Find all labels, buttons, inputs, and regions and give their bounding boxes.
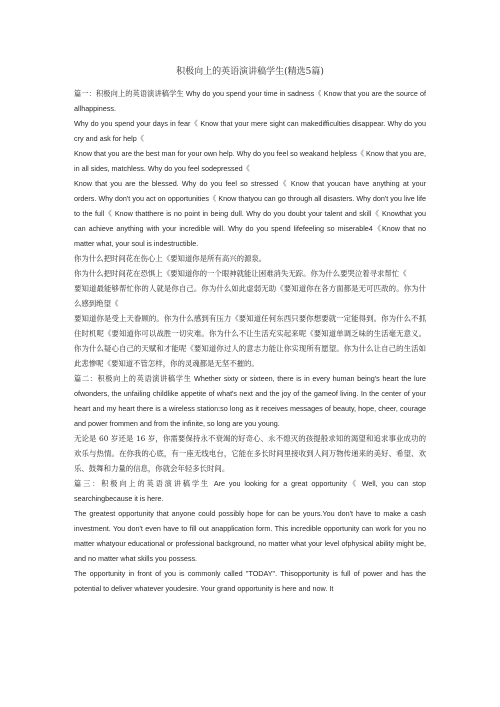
paragraph: 你为什么把时间花在伤心上《要知道你是所有高兴的源泉。 [74, 254, 267, 263]
paragraph: Know that you are the best man for your own help. Why do you feel so weakand helpless《 Know that you are, in all sides, matchless. Why do you feel sodepressed《 [74, 149, 426, 173]
paragraph: Know that you are the blessed. Why do you feel so stressed《 Know that youcan have anything at your orders. Why don't you act on opportunities《 Know thatyou can go through all disasters. Why don't you live life to the full《 Know thatthere is no point in being dull. Why do you doubt your talent and skill《 Knowthat you can achieve anything with your incredible will. Why do you spend lifefeeling so miserable4《Know that no matter what, your soul is indestructible. [74, 179, 426, 248]
paragraph: The greatest opportunity that anyone could possibly hope for can be yours.You don't have to make a cash investment. You don't even have to fill out anapplication form. This incredible opportunity can work for you no matter whatyour educational or professional background, no matter what your level ofphysical ability might be, and no matter what skills you possess. [74, 509, 426, 563]
paragraph: 要知道你是受上天眷顾的。你为什么感到有压力《要知道任何东西只要你想要就一定能得到。你为什么不抓住时机呢《要知道你可以战胜一切灾难。你为什么不让生活充实起来呢《要知道单调乏味的生活毫无意义。你为什么疑心自己的天赋和才能呢《要知道你过人的意志力能让你实现所有愿望。你为什么让自己的生活如此悲惨呢《要知道不管怎样，你的灵魂都是无坚不摧的。 [74, 314, 426, 368]
paragraph: 要知道最能够帮忙你的人就是你自己。你为什么如此虚弱无助《要知道你在各方面都是无可匹敌的。你为什么感到绝望《 [74, 284, 426, 308]
paragraph: The opportunity in front of you is commonly called "TODAY". Thisopportunity is full of power and has the potential to deliver whatever youdesire. Your grand opportunity is here and now. It [74, 569, 426, 593]
paragraph: 篇三：积极向上的英语演讲稿学生 Are you looking for a great opportunity《 Well, you can stop searchingbecause it is here. [74, 479, 426, 503]
paragraph: Why do you spend your days in fear《 Know that your mere sight can makedifficulties disappear. Why do you cry and ask for help《 [74, 119, 426, 143]
paragraph: 篇二：积极向上的英语演讲稿学生 Whether sixty or sixteen, there is in every human being's heart the lure ofwonders, the unfailing childlike appetite of what's next and the joy of the gameof living. In the center of your heart and my heart there is a wireless station:so long as it receives messages of beauty, hope, cheer, courage and power frommen and from the infinite, so long are you young. [74, 374, 426, 428]
document-title: 积极向上的英语演讲稿学生(精选5篇) [176, 67, 324, 77]
paragraph: 你为什么把时间花在恐惧上《要知道你的一个眼神就能让困难消失无踪。你为什么要哭泣着寻求帮忙《 [74, 269, 407, 278]
paragraph: 篇一：积极向上的英语演讲稿学生 Why do you spend your time in sadness《 Know that you are the source of allhappiness. [74, 89, 426, 113]
paragraph: 无论是 60 岁还是 16 岁，你需要保持永不衰竭的好奇心、永不熄灭的孩提般求知的渴望和追求事业成功的欢乐与热情。在你我的心底，有一座无线电台，它能在多长时间里接收到人间万物传递来的美好、希望、欢乐、鼓舞和力量的信息，你就会年轻多长时间。 [74, 434, 426, 473]
document-body [74, 86, 426, 596]
